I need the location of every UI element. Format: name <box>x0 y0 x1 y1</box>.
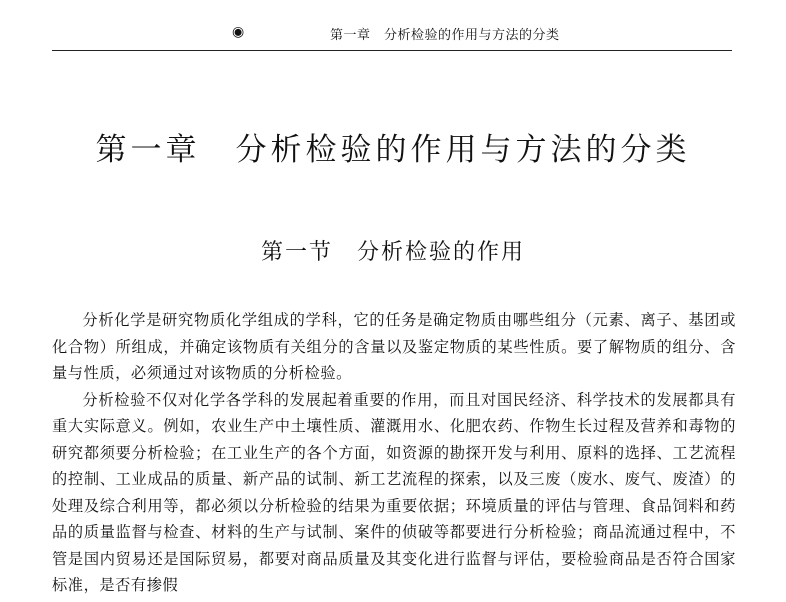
paragraph-1: 分析化学是研究物质化学组成的学科，它的任务是确定物质由哪些组分（元素、离子、基团或化合物）所组成，并确定该物质有关组分的含量以及鉴定物质的某些性质。要了解物质的组分、含量与性质，必须通过对该物质的分析检验。 <box>52 311 736 382</box>
chapter-title: 第一章 分析检验的作用与方法的分类 <box>95 132 691 168</box>
running-header <box>52 18 732 51</box>
section-title: 第一节 分析检验的作用 <box>260 240 525 265</box>
body-text <box>52 307 736 599</box>
running-header-text: 第一章 分析检验的作用与方法的分类 <box>330 28 560 43</box>
header-bullet-icon: ◉ <box>232 24 245 40</box>
paragraph-2: 分析检验不仅对化学各学科的发展起着重要的作用，而且对国民经济、科学技术的发展都具有重大实际意义。例如，农业生产中土壤性质、灌溉用水、化肥农药、作物生长过程及营养和毒物的研究都须要分析检验；在工业生产的各个方面，如资源的勘探开发与利用、原料的选择、工艺流程的控制、工业成品的质量、新产品的试制、新工艺流程的探索，以及三废（废水、废气、废渣）的处理及综合利用等，都必须以分析检验的结果为重要依据；环境质量的评估与管理、食品饲料和药品的质量监督与检查、材料的生产与试制、案件的侦破等都要进行分析检验；商品流通过程中，不管是国内贸易还是国际贸易，都要对商品质量及其变化进行监督与评估，要检验商品是否符合国家标准，是否有掺假 <box>52 390 736 594</box>
